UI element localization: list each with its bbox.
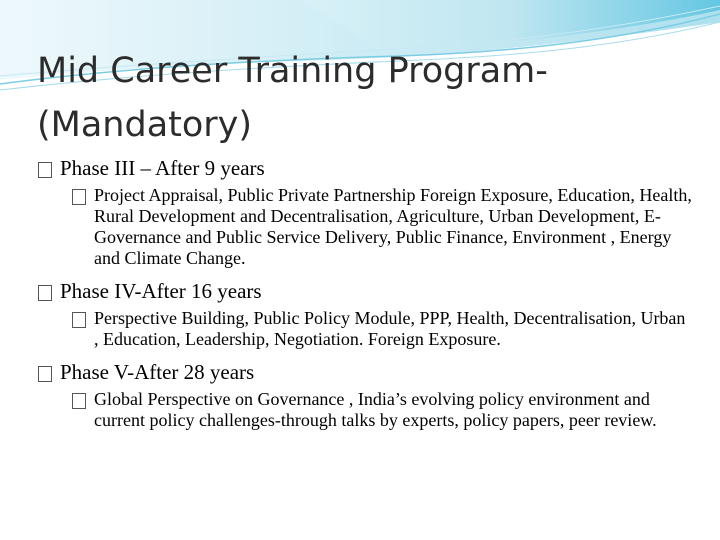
phase-section: [38, 277, 698, 350]
phase-heading-item: [38, 277, 698, 305]
slide-body: [38, 150, 698, 439]
phase-heading-item: [38, 154, 698, 182]
phase-detail: Perspective Building, Public Policy Module, PPP, Health, Decentralisation, Urban , Education, Leadership, Negotiation. Foreign Exposure.: [94, 308, 686, 349]
phase-detail: Project Appraisal, Public Private Partnership Foreign Exposure, Education, Health, Rural Development and Decentralisation, Agriculture, Urban Development, E-Governance and Public Service Delivery, Public Finance, Environment , Energy and Climate Change.: [94, 185, 692, 268]
phase-section: [38, 154, 698, 269]
phase-section: [38, 358, 698, 431]
bullet-box-icon: [72, 186, 86, 207]
slide-title-line2: (Mandatory): [37, 105, 253, 145]
phase-detail-item: [72, 389, 694, 431]
slide-title: [37, 44, 697, 152]
phase-detail-item: [72, 308, 694, 350]
bullet-box-icon: [38, 279, 52, 307]
phase-heading: Phase III – After 9 years: [60, 156, 265, 180]
bullet-box-icon: [72, 309, 86, 330]
bullet-box-icon: [38, 156, 52, 184]
bullet-box-icon: [38, 360, 52, 388]
bullet-box-icon: [72, 390, 86, 411]
slide-title-line1: Mid Career Training Program-: [37, 51, 548, 91]
phase-heading-item: [38, 358, 698, 386]
phase-heading: Phase IV-After 16 years: [60, 279, 262, 303]
phase-detail-item: [72, 185, 694, 269]
phase-heading: Phase V-After 28 years: [60, 360, 255, 384]
phase-detail: Global Perspective on Governance , India’s evolving policy environment and current policy challenges-through talks by experts, policy papers, peer review.: [94, 389, 657, 430]
